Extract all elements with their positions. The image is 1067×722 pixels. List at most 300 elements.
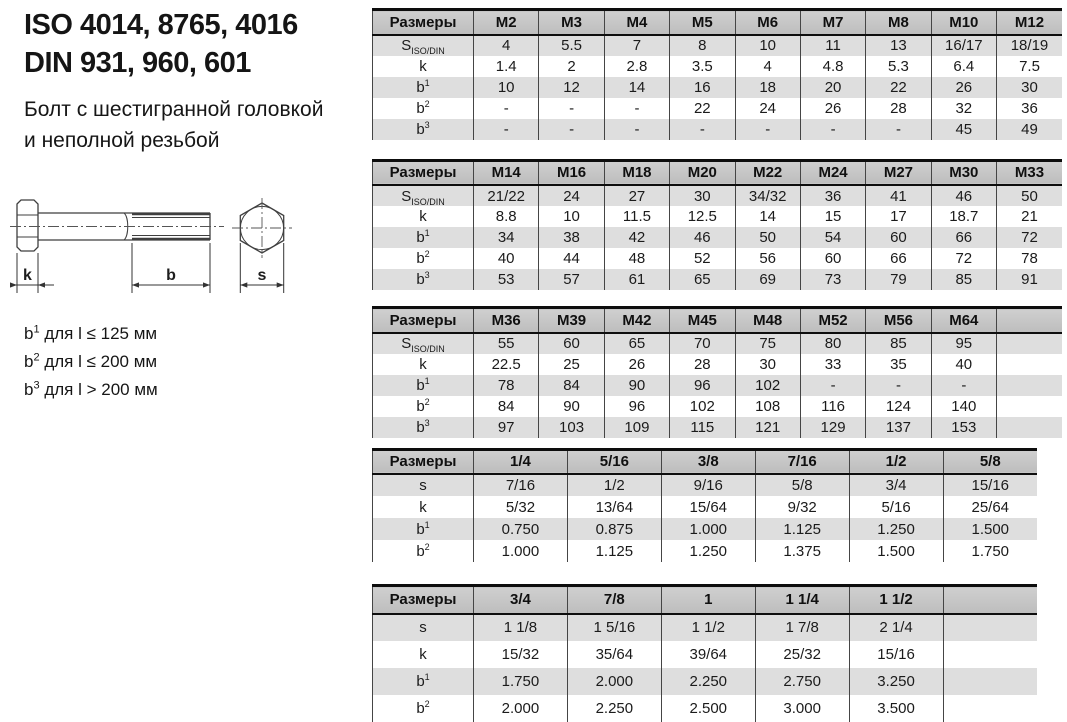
table-cell-empty [943,641,1037,668]
table-cell: 50 [997,185,1063,206]
column-header: 3/4 [474,586,568,614]
table-cell: 80 [800,333,865,354]
column-header: M39 [539,308,604,333]
row-label: $b^1$ [373,77,474,98]
table-cell: 1.125 [567,540,661,562]
table-cell: 65 [604,333,669,354]
table-cell: 9/32 [755,496,849,518]
row-label: $S_{ISO/DIN}$ [373,333,474,354]
table-cell: 8.8 [474,206,539,227]
row-label: $b^2$ [373,695,474,722]
column-header: M12 [997,10,1063,35]
table-cell: - [474,119,539,140]
table-row [373,227,1063,248]
row-label: $b^2$ [373,540,474,562]
column-header: M2 [474,10,539,35]
table-cell: 1.125 [755,518,849,540]
row-label: $b^1$ [373,227,474,248]
table-cell: 4 [474,35,539,56]
table-cell: 46 [931,185,996,206]
table-cell: - [539,98,604,119]
dimension-label-b: b [166,267,176,284]
notes-list [24,320,158,404]
table-cell: 50 [735,227,800,248]
bolt-head [17,200,38,251]
table-cell: 9/16 [661,474,755,496]
bolt-end-view [232,198,292,258]
table-cell: 13/64 [567,496,661,518]
dimension-table-1 [372,8,1062,140]
dimension-k [10,253,54,293]
column-header: 1 1/4 [755,586,849,614]
row-label: k [373,354,474,375]
table-cell: 85 [931,269,996,290]
table-cell: 17 [866,206,931,227]
table-cell: 30 [670,185,735,206]
table-cell: 109 [604,417,669,438]
table-cell: 25/64 [943,496,1037,518]
table-cell: 0.750 [474,518,568,540]
row-label: $b^1$ [373,668,474,695]
column-header: 1/4 [474,449,568,474]
dimension-table-5 [372,584,1037,722]
table-cell: 2.000 [474,695,568,722]
dimension-table-3 [372,306,1062,438]
table-cell: 40 [931,354,996,375]
standards-title [24,6,364,82]
table-cell: 5.5 [539,35,604,56]
table-cell: 153 [931,417,996,438]
table-row [373,396,1063,417]
column-header: M24 [800,160,865,185]
column-header: M64 [931,308,996,333]
table-cell: 12.5 [670,206,735,227]
table-cell: 16 [670,77,735,98]
table-cell: 18 [735,77,800,98]
table-cell: 45 [931,119,996,140]
table-cell: 95 [931,333,996,354]
column-header: M8 [866,10,931,35]
table-cell: 1.000 [474,540,568,562]
table-cell: 4 [735,56,800,77]
table-cell: 84 [539,375,604,396]
table-cell: 1.250 [661,540,755,562]
row-label: k [373,206,474,227]
header-row [373,586,1038,614]
table-cell-empty [943,695,1037,722]
table-row [373,333,1063,354]
table-cell: 15/64 [661,496,755,518]
table-row [373,614,1038,641]
column-header: M42 [604,308,669,333]
table-cell: 5.3 [866,56,931,77]
table-cell: 137 [866,417,931,438]
header-row [373,449,1038,474]
table-cell: 56 [735,248,800,269]
table-cell: - [474,98,539,119]
table-cell: 90 [539,396,604,417]
table-cell: 5/8 [755,474,849,496]
iso-standards-line: ISO 4014, 8765, 4016 [24,9,298,41]
dimension-table-4 [372,448,1037,563]
table-cell-empty [943,614,1037,641]
column-header: M14 [474,160,539,185]
column-header: M27 [866,160,931,185]
table-cell: 36 [800,185,865,206]
table-cell: 18/19 [997,35,1063,56]
table-cell: 36 [997,98,1063,119]
table-cell: - [800,119,865,140]
table-cell: 34/32 [735,185,800,206]
table-cell: 44 [539,248,604,269]
column-header: 7/16 [755,449,849,474]
table-cell: - [604,98,669,119]
column-header-sizes: Размеры [373,160,474,185]
table-cell: 102 [670,396,735,417]
table-cell: 28 [866,98,931,119]
table-cell: 14 [735,206,800,227]
table-cell: 60 [539,333,604,354]
table-cell: 108 [735,396,800,417]
table-cell: 66 [866,248,931,269]
column-header-sizes: Размеры [373,449,474,474]
table-row [373,417,1063,438]
table-cell: 96 [670,375,735,396]
table-cell: 3.000 [755,695,849,722]
column-header: M48 [735,308,800,333]
column-header: M45 [670,308,735,333]
table-cell: 1 1/8 [474,614,568,641]
table-cell: 10 [474,77,539,98]
bolt-drawing-svg [10,190,330,305]
table-row [373,206,1063,227]
table-cell: 30 [735,354,800,375]
table-cell: 116 [800,396,865,417]
table-cell: 15 [800,206,865,227]
table-cell: 1.750 [474,668,568,695]
row-label: $b^2$ [373,396,474,417]
table-cell: 1 1/2 [661,614,755,641]
table-cell: 46 [670,227,735,248]
table-cell: 91 [997,269,1063,290]
table-cell: 5/16 [849,496,943,518]
table-cell: 42 [604,227,669,248]
table-row [373,668,1038,695]
table-cell: 2.750 [755,668,849,695]
table-cell: 73 [800,269,865,290]
table-cell: 10 [735,35,800,56]
table-cell: 14 [604,77,669,98]
table-cell: 22 [866,77,931,98]
header-row [373,10,1063,35]
table-cell: 1.4 [474,56,539,77]
row-label: k [373,56,474,77]
table-cell: 30 [997,77,1063,98]
column-header: M5 [670,10,735,35]
row-label: $b^1$ [373,375,474,396]
row-label: $b^2$ [373,248,474,269]
table-cell: 124 [866,396,931,417]
table-cell: 35 [866,354,931,375]
table-cell: 52 [670,248,735,269]
table-cell: 13 [866,35,931,56]
table-cell: 25 [539,354,604,375]
table-cell: 26 [604,354,669,375]
dimension-label-k: k [23,267,32,284]
table-row [373,354,1063,375]
table-cell: 33 [800,354,865,375]
table-cell: 26 [800,98,865,119]
column-header: 7/8 [567,586,661,614]
table-cell: 75 [735,333,800,354]
table-cell: 2.250 [567,695,661,722]
row-label: s [373,474,474,496]
table-cell-empty [997,375,1063,396]
table-cell: 38 [539,227,604,248]
table-cell: 2 1/4 [849,614,943,641]
table-row [373,185,1063,206]
bolt-technical-drawing [10,190,330,305]
table-cell: 27 [604,185,669,206]
table-cell: 2.000 [567,668,661,695]
table-cell: 79 [866,269,931,290]
table-cell: 22 [670,98,735,119]
table-cell: 129 [800,417,865,438]
row-label: $b^3$ [373,417,474,438]
column-header: M16 [539,160,604,185]
table-cell-empty [943,668,1037,695]
table-cell: 2.250 [661,668,755,695]
table-row [373,695,1038,722]
table-cell: 1 5/16 [567,614,661,641]
table-cell: 11.5 [604,206,669,227]
note-item-1: $b^1$ для l ≤ 125 мм [24,323,158,343]
column-header: 1/2 [849,449,943,474]
table-cell: 3.5 [670,56,735,77]
table-cell: 84 [474,396,539,417]
note-item-2: $b^2$ для l ≤ 200 мм [24,351,158,371]
table-cell: 2.8 [604,56,669,77]
table-cell: 28 [670,354,735,375]
table-cell-empty [997,396,1063,417]
table-cell: 15/16 [943,474,1037,496]
table-cell: 40 [474,248,539,269]
row-label: $b^2$ [373,98,474,119]
table-cell: - [931,375,996,396]
table-cell: 121 [735,417,800,438]
table-cell: 2.500 [661,695,755,722]
table-cell: 55 [474,333,539,354]
table-cell: 115 [670,417,735,438]
table-cell: 0.875 [567,518,661,540]
dimension-tables [372,8,1067,722]
table-cell: 102 [735,375,800,396]
table-cell: 85 [866,333,931,354]
table-cell: - [604,119,669,140]
column-header: M10 [931,10,996,35]
table-cell: 6.4 [931,56,996,77]
table-cell: 61 [604,269,669,290]
table-cell: 60 [800,248,865,269]
table-cell: 48 [604,248,669,269]
column-header-sizes: Размеры [373,10,474,35]
row-label: s [373,614,474,641]
row-label: $b^1$ [373,518,474,540]
table-cell: 25/32 [755,641,849,668]
table-cell: 16/17 [931,35,996,56]
table-cell: 78 [474,375,539,396]
table-cell: 7/16 [474,474,568,496]
table-cell: 54 [800,227,865,248]
table-cell-empty [997,417,1063,438]
table-cell: - [539,119,604,140]
column-header: 3/8 [661,449,755,474]
table-cell: 8 [670,35,735,56]
table-row [373,56,1063,77]
table-row [373,98,1063,119]
table-cell: - [866,375,931,396]
table-cell: 103 [539,417,604,438]
table-cell: 20 [800,77,865,98]
table-cell: 7 [604,35,669,56]
table-cell: 140 [931,396,996,417]
table-cell: 2 [539,56,604,77]
table-cell: 3/4 [849,474,943,496]
column-header: M4 [604,10,669,35]
column-header: M56 [866,308,931,333]
subtitle-line-2: и неполной резьбой [24,129,220,152]
table-cell: 53 [474,269,539,290]
row-label: $b^3$ [373,269,474,290]
table-cell: - [800,375,865,396]
column-header: M6 [735,10,800,35]
column-header: M36 [474,308,539,333]
bolt-side-view [10,200,224,251]
table-cell: 1 7/8 [755,614,849,641]
table-cell: 60 [866,227,931,248]
column-header: M30 [931,160,996,185]
table-cell: 5/32 [474,496,568,518]
table-cell: 49 [997,119,1063,140]
column-header: 5/8 [943,449,1037,474]
table-cell: 24 [735,98,800,119]
table-cell: 1.750 [943,540,1037,562]
note-item-3: $b^3$ для l > 200 мм [24,379,158,399]
column-header: M20 [670,160,735,185]
row-label: $b^3$ [373,119,474,140]
table-cell: - [866,119,931,140]
column-header: M7 [800,10,865,35]
table-cell: 1.000 [661,518,755,540]
table-cell: 21/22 [474,185,539,206]
column-header: 5/16 [567,449,661,474]
table-cell-empty [997,333,1063,354]
product-subtitle [24,94,369,156]
table-cell: 57 [539,269,604,290]
table-cell: 72 [997,227,1063,248]
column-header-empty [997,308,1063,333]
column-header: M33 [997,160,1063,185]
table-row [373,641,1038,668]
header-row [373,308,1063,333]
table-cell: 69 [735,269,800,290]
table-cell: 24 [539,185,604,206]
table-row [373,35,1063,56]
table-row [373,119,1063,140]
table-cell: 18.7 [931,206,996,227]
table-cell: 41 [866,185,931,206]
table-cell: 1.375 [755,540,849,562]
table-cell: 66 [931,227,996,248]
dimension-table-2 [372,159,1062,291]
table-cell: - [735,119,800,140]
table-cell: 26 [931,77,996,98]
table-cell: 78 [997,248,1063,269]
table-cell: 1.250 [849,518,943,540]
dimension-label-s: s [257,267,267,284]
header-row [373,160,1063,185]
table-cell: 70 [670,333,735,354]
table-cell: - [670,119,735,140]
table-row [373,518,1038,540]
table-cell: 96 [604,396,669,417]
table-row [373,496,1038,518]
din-standards-line: DIN 931, 960, 601 [24,47,251,79]
row-label: $S_{ISO/DIN}$ [373,35,474,56]
table-cell: 32 [931,98,996,119]
column-header: M22 [735,160,800,185]
column-header: M3 [539,10,604,35]
table-row [373,248,1063,269]
table-cell: 4.8 [800,56,865,77]
table-cell: 3.500 [849,695,943,722]
table-row [373,540,1038,562]
table-cell: 10 [539,206,604,227]
table-cell: 11 [800,35,865,56]
table-cell: 7.5 [997,56,1063,77]
table-cell: 15/32 [474,641,568,668]
table-cell: 1/2 [567,474,661,496]
table-cell-empty [997,354,1063,375]
table-cell: 1.500 [849,540,943,562]
table-cell: 34 [474,227,539,248]
column-header-sizes: Размеры [373,308,474,333]
table-cell: 90 [604,375,669,396]
column-header: 1 1/2 [849,586,943,614]
table-row [373,269,1063,290]
column-header: M18 [604,160,669,185]
column-header-sizes: Размеры [373,586,474,614]
row-label: $S_{ISO/DIN}$ [373,185,474,206]
table-cell: 21 [997,206,1063,227]
table-row [373,474,1038,496]
subtitle-line-1: Болт с шестигранной головкой [24,98,324,121]
table-cell: 22.5 [474,354,539,375]
table-cell: 39/64 [661,641,755,668]
column-header: M52 [800,308,865,333]
table-cell: 3.250 [849,668,943,695]
row-label: k [373,496,474,518]
dimension-b [132,243,210,293]
table-cell: 65 [670,269,735,290]
table-cell: 15/16 [849,641,943,668]
table-cell: 97 [474,417,539,438]
table-row [373,77,1063,98]
row-label: k [373,641,474,668]
column-header-empty [943,586,1037,614]
table-row [373,375,1063,396]
table-cell: 12 [539,77,604,98]
